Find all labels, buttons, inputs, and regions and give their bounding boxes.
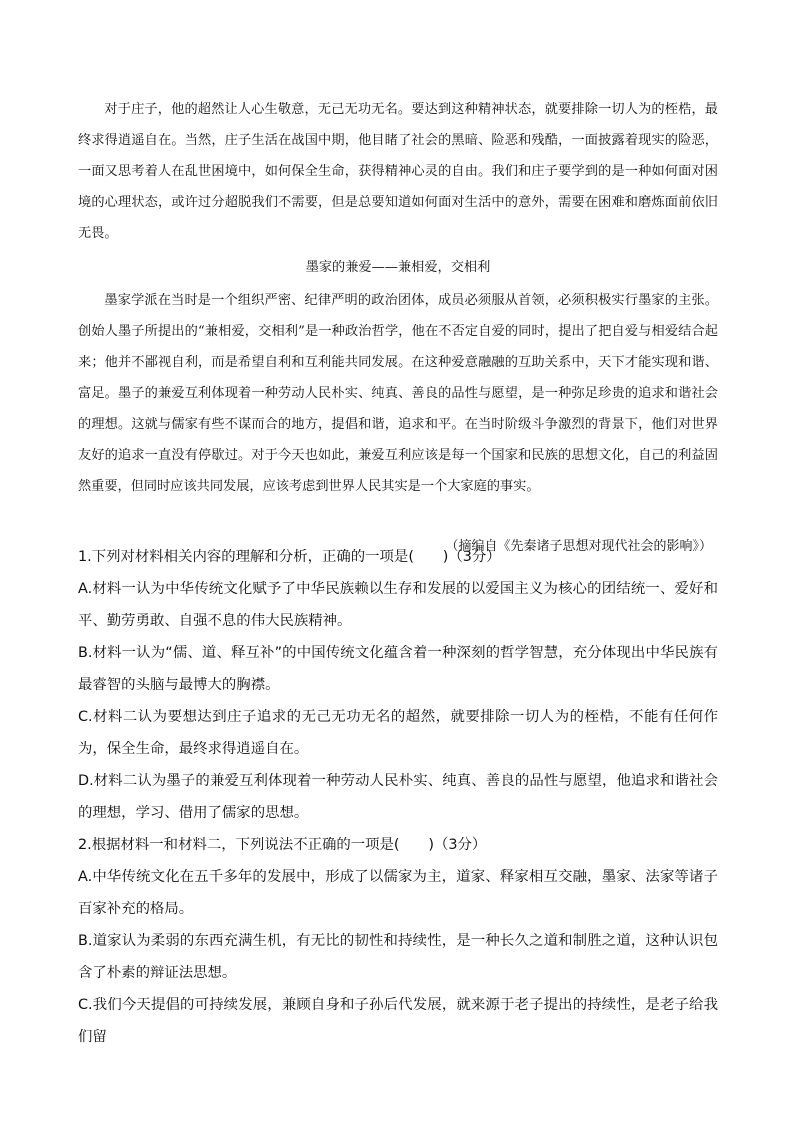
question-1 <box>78 541 718 829</box>
option-b: B.材料一认为“儒、道、释互补”的中国传统文化蕴含着一种深刻的哲学智慧，充分体现出中华民族有最睿智的头脑与最博大的胸襟。 <box>78 645 718 693</box>
question-stem: 2.根据材料一和材料二，下列说法不正确的一项是( )（3分） <box>78 837 487 853</box>
paragraph-zhuangzi: 对于庄子，他的超然让人心生敬意，无己无功无名。要达到这种精神状态，就要排除一切人为的桎梏，最终求得逍遥自在。当然，庄子生活在战国中期，他目睹了社会的黑暗、险恶和残酷，一面披露着现实的险恶，一面又思考着人在乱世困境中，如何保全生命，获得精神心灵的自由。我们和庄子要学到的是一种如何面对困境的心理状态，或许过分超脱我们不需要，但是总要知道如何面对生活中的意外，需要在困难和磨炼面前依旧无畏。 <box>78 102 718 241</box>
passage-two <box>78 285 718 502</box>
option-a: A.中华传统文化在五千多年的发展中，形成了以儒家为主，道家、释家相互交融，墨家、法家等诸子百家补充的格局。 <box>78 869 718 917</box>
paragraph-mohism: 墨家学派在当时是一个组织严密、纪律严明的政治团体，成员必须服从首领，必须积极实行墨家的主张。创始人墨子所提出的“兼相爱，交相利”是一种政治哲学，他在不否定自爱的同时，提出了把自爱与相爱结合起来；他并不鄙视自利，而是希望自利和互利能共同发展。在这种爱意融融的互助关系中，天下才能实现和谐、富足。墨子的兼爱互利体现着一种劳动人民朴实、纯真、善良的品性与愿望，是一种弥足珍贵的追求和谐社会的理想。这就与儒家有些不谋而合的地方，提倡和谐，追求和平。在当时阶级斗争激烈的背景下，他们对世界友好的追求一直没有停歇过。对于今天也如此，兼爱互利应该是每一个国家和民族的思想文化，自己的利益固然重要，但同时应该共同发展，应该考虑到世界人民其实是一个大家庭的事实。 <box>78 293 718 494</box>
section-title: 墨家的兼爱——兼相爱，交相利 <box>305 260 491 275</box>
option-a: A.材料一认为中华传统文化赋予了中华民族赖以生存和发展的以爱国主义为核心的团结统一、爱好和平、勤劳勇敢、自强不息的伟大民族精神。 <box>78 581 718 629</box>
option-c: C.我们今天提倡的可持续发展，兼顾自身和子孙后代发展，就来源于老子提出的持续性，是老子给我们留 <box>78 997 718 1045</box>
question-2 <box>78 829 718 1053</box>
source-citation: （摘编自《先秦诸子思想对现代社会的影响》） <box>445 539 712 554</box>
question-list <box>78 541 718 1053</box>
option-b: B.道家认为柔弱的东西充满生机，有无比的韧性和持续性，是一种长久之道和制胜之道，这种认识包含了朴素的辩证法思想。 <box>78 933 718 981</box>
option-d: D.材料二认为墨子的兼爱互利体现着一种劳动人民朴实、纯真、善良的品性与愿望，他追求和谐社会的理想，学习、借用了儒家的思想。 <box>78 773 718 821</box>
passage-one-tail <box>78 94 718 249</box>
option-c: C.材料二认为要想达到庄子追求的无己无功无名的超然，就要排除一切人为的桎梏，不能有任何作为，保全生命，最终求得逍遥自在。 <box>78 709 718 757</box>
question-stem: 1.下列对材料相关内容的理解和分析，正确的一项是( )（3分） <box>78 549 501 565</box>
